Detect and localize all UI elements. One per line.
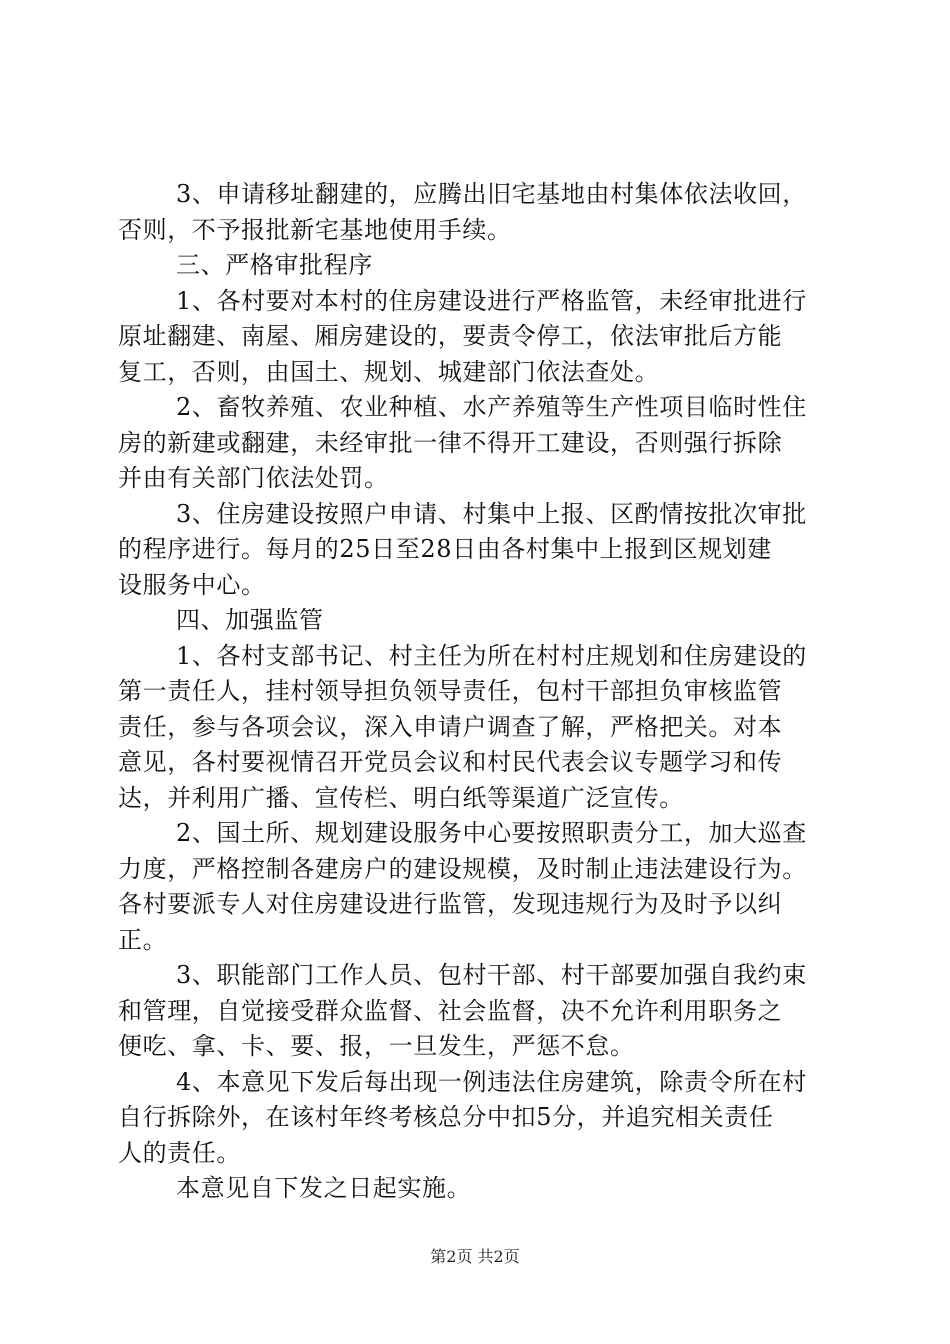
text-line: 各村要派专人对住房建设进行监管，发现违规行为及时予以纠 xyxy=(118,890,783,918)
text-line: 并由有关部门依法处罚。 xyxy=(118,464,389,492)
text-line: 1、各村支部书记、村主任为所在村村庄规划和住房建设的 xyxy=(176,641,807,670)
page-footer: 第2页 共2页 xyxy=(430,1247,520,1266)
document-body xyxy=(118,177,838,1207)
text-line: 正。 xyxy=(118,925,168,954)
text-line: 3、申请移址翻建的，应腾出旧宅基地由村集体依法收回， xyxy=(176,180,807,208)
text-line: 三、严格审批程序 xyxy=(176,251,373,279)
text-line: 3、职能部门工作人员、包村干部、村干部要加强自我约束 xyxy=(176,961,807,989)
text-line: 本意见自下发之日起实施。 xyxy=(176,1174,472,1202)
text-line: 房的新建或翻建，未经审批一律不得开工建设，否则强行拆除 xyxy=(118,428,783,457)
text-line: 意见，各村要视情召开党员会议和村民代表会议专题学习和传 xyxy=(118,748,783,776)
text-line: 力度，严格控制各建房户的建设规模，及时制止违法建设行为。 xyxy=(118,854,807,883)
text-line: 自行拆除外，在该村年终考核总分中扣5分，并追究相关责任 xyxy=(118,1103,774,1131)
text-line: 达，并利用广播、宣传栏、明白纸等渠道广泛宣传。 xyxy=(118,783,684,812)
text-line: 责任，参与各项会议，深入申请户调查了解，严格把关。对本 xyxy=(118,712,783,741)
text-line: 原址翻建、南屋、厢房建设的，要责令停工，依法审批后方能 xyxy=(118,322,783,350)
text-line: 否则，不予报批新宅基地使用手续。 xyxy=(118,215,512,244)
text-line: 3、住房建设按照户申请、村集中上报、区酌情按批次审批 xyxy=(176,499,807,528)
text-line: 人的责任。 xyxy=(118,1138,241,1167)
text-line: 四、加强监管 xyxy=(176,606,324,634)
text-line: 第一责任人，挂村领导担负领导责任，包村干部担负审核监管 xyxy=(118,677,783,705)
text-line: 的程序进行。每月的25日至28日由各村集中上报到区规划建 xyxy=(118,535,772,563)
text-line: 设服务中心。 xyxy=(118,570,266,599)
text-line: 复工，否则，由国土、规划、城建部门依法查处。 xyxy=(118,357,660,386)
text-line: 2、国土所、规划建设服务中心要按照职责分工，加大巡查 xyxy=(176,819,807,847)
text-line: 和管理，自觉接受群众监督、社会监督，决不允许利用职务之 xyxy=(118,996,783,1025)
text-line: 4、本意见下发后每出现一例违法住房建筑，除责令所在村 xyxy=(176,1067,807,1096)
text-line: 便吃、拿、卡、要、报，一旦发生，严惩不怠。 xyxy=(118,1032,635,1060)
text-line: 2、畜牧养殖、农业种植、水产养殖等生产性项目临时性住 xyxy=(176,393,807,421)
text-line: 1、各村要对本村的住房建设进行严格监管，未经审批进行 xyxy=(176,286,807,315)
